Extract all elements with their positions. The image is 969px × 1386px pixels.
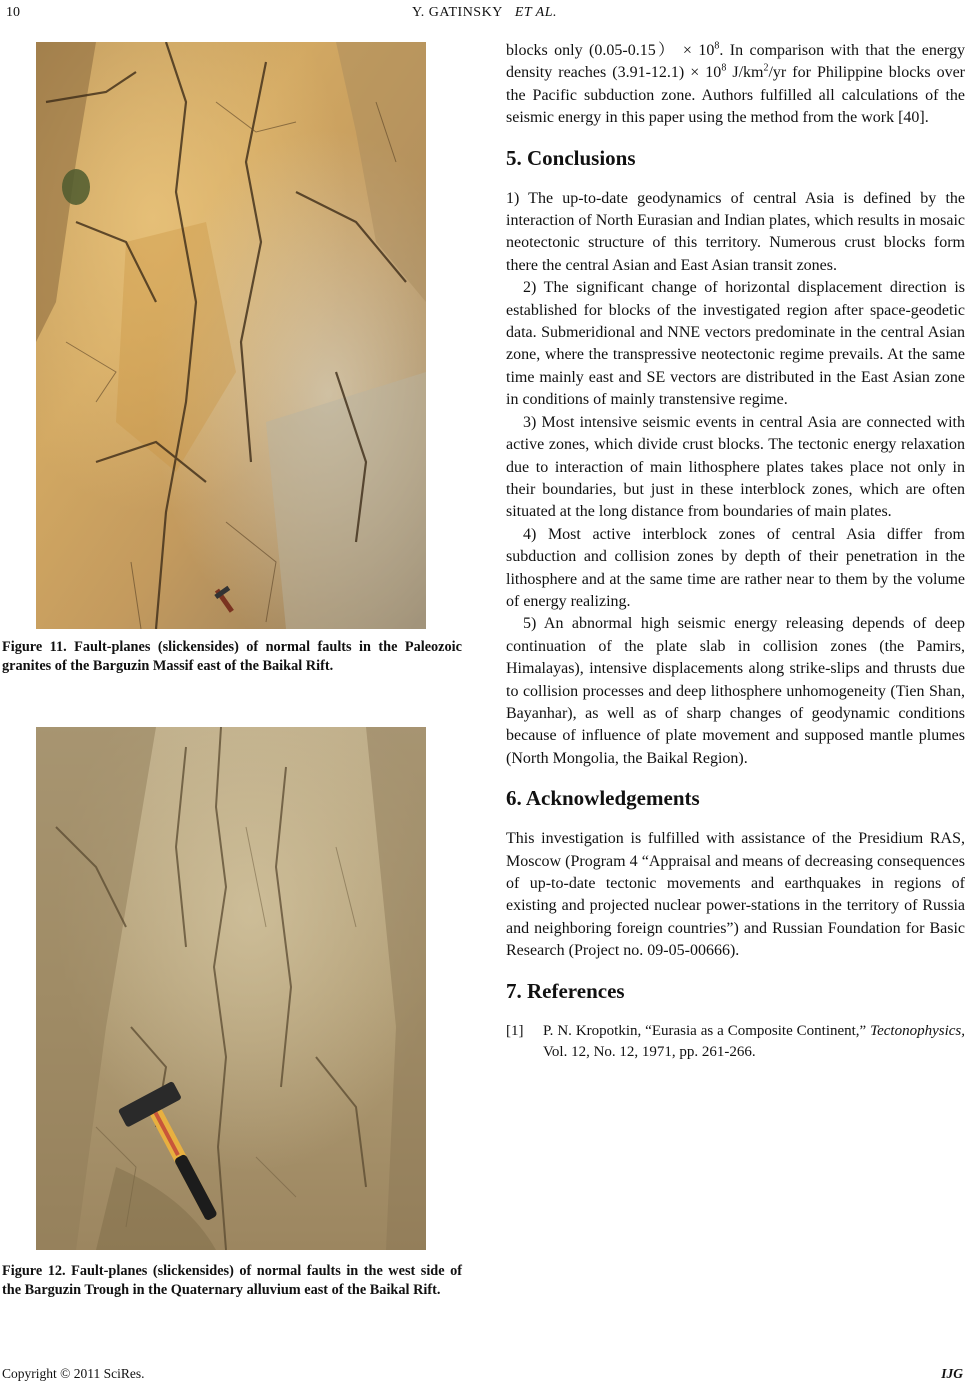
granite-rock-face-image — [36, 42, 426, 629]
figure-12-caption-text: Fault-planes (slickensides) of normal faults in the west side of the Barguzin Trough in the Quaternary alluvium east of the Baikal Rift. — [2, 1263, 462, 1298]
conclusion-1: 1) The up-to-date geodynamics of central Asia is defined by the interaction of North Eurasian and Indian plates, which results in mosaic neotectonic structure of this territory. Numerous crust blocks form there the central Asian and East Asian transit zones. — [506, 189, 965, 274]
reference-1-journal: Tectonophysics, — [870, 1022, 965, 1039]
conclusion-4: 4) Most active interblock zones of central Asia differ from subduction and collision zones by depth of their penetration in the lithosphere and at the same time are rather near to them by the volume of energy realizing. — [506, 525, 965, 610]
running-header — [0, 3, 969, 25]
running-et-al: ET AL. — [514, 5, 557, 20]
running-title — [0, 5, 969, 21]
reference-1-authors: P. N. Kropotkin, “Eurasia as a Composite Continent,” — [543, 1022, 871, 1039]
journal-abbrev: IJG — [941, 1366, 963, 1381]
conclusion-2: 2) The significant change of horizontal displacement direction is established for blocks of the investigated region after space-geodetic data. Submeridional and NNE vectors predominate in the central Asian zone, where the transpressive neotectonic regime prevails. At the same time mainly east and SE vectors are distributed in the East Asian zone in conditions of mainly transtensive regime. — [506, 279, 965, 409]
running-author: Y. GATINSKY — [412, 5, 503, 20]
figure-12-photo — [36, 727, 426, 1250]
figure-11-caption — [2, 638, 462, 676]
conclusion-3: 3) Most intensive seismic events in central Asia are connected with active zones, which divide crust blocks. The tectonic energy relaxation due to interaction of main lithosphere plates takes place not only in their boundaries, but just in these interblock zones, which are often situated at the long distance from boundaries of main plates. — [506, 413, 965, 521]
reference-1-details: Vol. 12, No. 12, 1971, pp. 261-266. — [543, 1043, 756, 1060]
intro-paragraph: blocks only $(0.05-0.15) \times 10^8$. In comparison with that the energy density reaches $(3.91-12.1) \times 10^8$ $J/km^2/yr$ for Philippine blocks over the Pacific subduction zone. Authors fulfilled all calculations of the seismic energy in this paper using the method from the work [40]. — [506, 40, 966, 127]
conclusion-5: 5) An abnormal high seismic energy releasing depends of deep continuation of the plate slab in collision zones (the Pamirs, Himalayas), intensive displacements along strike-slips and thrusts due to collision processes and deep lithosphere unhomogeneity (Tien Shan, Bayanhar), as well as of sharp changes of geodynamic conditions because of influence of plate movement and supposed mantle plumes (North Mongolia, the Baikal Region). — [506, 615, 965, 767]
acknowledgements-paragraph: This investigation is fulfilled with assistance of the Presidium RAS, Moscow (Program 4 “Appraisal and means of decreasing consequences of up-to-date tectonic movements and earthquakes in regions of existing and projected nuclear power-stations in the territory of Russia and neighboring foreign countries”) and Russian Foundation for Basic Research (Project no. 09-05-00666). — [506, 830, 965, 960]
reference-1-number: [1] — [506, 1022, 524, 1039]
right-text-column — [506, 40, 965, 1063]
figure-11-label: Figure 11. — [2, 639, 67, 655]
figure-11-caption-text: Fault-planes (slickensides) of normal faults in the Paleozoic granites of the Barguzin Massif east of the Baikal Rift. — [2, 639, 462, 674]
section-7-heading: 7. References — [506, 978, 625, 1003]
figure-11-photo — [36, 42, 426, 629]
section-6-heading: 6. Acknowledgements — [506, 786, 700, 811]
section-5-heading: 5. Conclusions — [506, 145, 636, 170]
page-number: 10 — [6, 5, 20, 20]
figure-12-caption — [2, 1262, 462, 1300]
copyright-notice: Copyright © 2011 SciRes. — [2, 1366, 145, 1381]
reference-1 — [506, 1021, 965, 1063]
figure-12-label: Figure 12. — [2, 1263, 66, 1279]
alluvium-fault-plane-image — [36, 727, 426, 1250]
